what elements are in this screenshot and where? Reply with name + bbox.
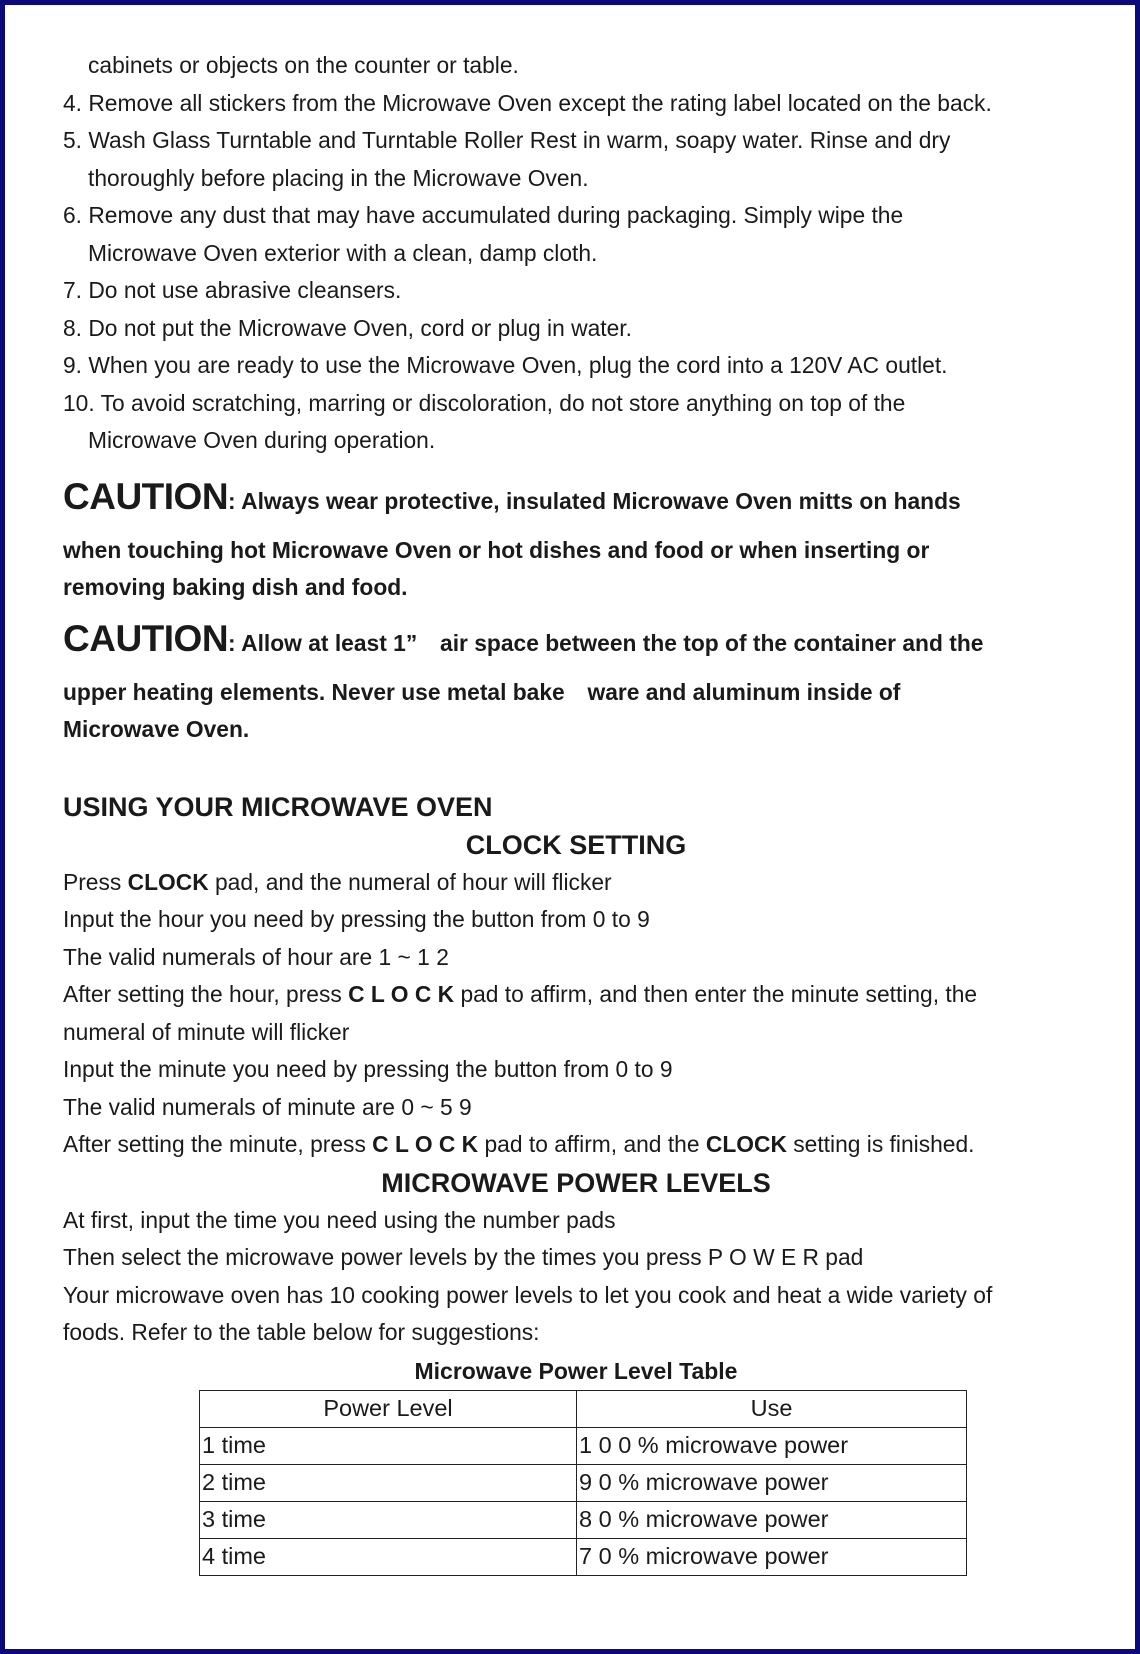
caution-line (63, 472, 1089, 526)
caution-text: : Allow at least 1” air space between the top of the container and the (228, 629, 984, 656)
caution-mitts (63, 472, 1089, 606)
intro-line: 10. To avoid scratching, marring or discoloration, do not store anything on top of the (63, 389, 906, 416)
intro-line: 6. Remove any dust that may have accumulated during packaging. Simply wipe the (63, 202, 904, 228)
clock-heading: CLOCK SETTING (465, 829, 687, 860)
power-line: Your microwave oven has 10 cooking power levels to let you cook and heat a wide variety of (63, 1281, 993, 1308)
clock-line: Input the hour you need by pressing the button from 0 to 9 (63, 906, 650, 932)
caution-text: when touching hot Microwave Oven or hot dishes and food or when inserting or (63, 536, 930, 563)
caution-text: Microwave Oven. (63, 715, 250, 742)
column-header: Power Level (200, 1390, 577, 1427)
intro-line: Microwave Oven exterior with a clean, damp cloth. (88, 239, 598, 266)
table-cell: 2 time (200, 1464, 577, 1501)
clock-line: The valid numerals of hour are 1 ~ 1 2 (63, 943, 449, 970)
text: After setting the minute, press (63, 1131, 373, 1157)
section-heading: USING YOUR MICROWAVE OVEN (63, 791, 493, 822)
intro-line: 5. Wash Glass Turntable and Turntable Roller Rest in warm, soapy water. Rinse and dry (63, 127, 951, 153)
table-cell: 8 0 % microwave power (577, 1501, 967, 1538)
intro-line: thoroughly before placing in the Microwave Oven. (88, 164, 589, 191)
intro-line: cabinets or objects on the counter or table. (88, 52, 519, 78)
power-level-table (199, 1390, 967, 1576)
clock-line: Input the minute you need by pressing the button from 0 to 9 (63, 1056, 673, 1082)
table-cell: 9 0 % microwave power (577, 1464, 967, 1501)
table-row (200, 1427, 967, 1464)
text: pad to affirm, and then enter the minute setting, the (454, 981, 978, 1007)
table-row (200, 1501, 967, 1538)
text: Press (63, 868, 128, 895)
clock-line: numeral of minute will flicker (63, 1018, 350, 1045)
power-line: At first, input the time you need using the number pads (63, 1206, 616, 1233)
text: pad, and the numeral of hour will flicker (208, 868, 612, 895)
caution-line (63, 614, 1089, 668)
bold-text: C L O C K (372, 1131, 479, 1157)
table-cell: 1 time (200, 1427, 577, 1464)
caution-text: : Always wear protective, insulated Microwave Oven mitts on hands (228, 487, 961, 514)
table-cell: 1 0 0 % microwave power (577, 1427, 967, 1464)
table-row (200, 1464, 967, 1501)
intro-line: 8. Do not put the Microwave Oven, cord or plug in water. (63, 314, 632, 341)
text: setting is finished. (786, 1131, 975, 1157)
bold-text: CLOCK (127, 868, 209, 895)
power-instructions (63, 1202, 1089, 1352)
intro-line: 7. Do not use abrasive cleansers. (63, 277, 402, 303)
table-header-row (200, 1390, 967, 1427)
table-cell: 4 time (200, 1538, 577, 1575)
table-cell: 7 0 % microwave power (577, 1538, 967, 1575)
intro-list (63, 47, 1089, 460)
table-row (200, 1538, 967, 1575)
text: pad to affirm, and the (478, 1131, 706, 1157)
caution-air-space (63, 614, 1089, 748)
text: After setting the hour, press (63, 981, 349, 1007)
clock-line (63, 976, 1089, 1014)
bold-text: CLOCK (705, 1131, 787, 1157)
power-heading: MICROWAVE POWER LEVELS (381, 1167, 771, 1198)
caution-text: removing baking dish and food. (63, 573, 408, 600)
column-header: Use (577, 1390, 967, 1427)
intro-line: 4. Remove all stickers from the Microwave Oven except the rating label located on the back. (63, 89, 992, 116)
clock-line (63, 864, 1089, 902)
power-line: foods. Refer to the table below for suggestions: (63, 1319, 540, 1345)
table-cell: 3 time (200, 1501, 577, 1538)
caution-label: CAUTION (63, 475, 229, 517)
table-title: Microwave Power Level Table (414, 1357, 738, 1384)
page-content (63, 47, 1089, 1576)
bold-text: C L O C K (348, 981, 455, 1007)
clock-line (63, 1126, 1089, 1164)
intro-line: 9. When you are ready to use the Microwave Oven, plug the cord into a 120V AC outlet. (63, 352, 948, 378)
clock-instructions (63, 864, 1089, 1164)
intro-line: Microwave Oven during operation. (88, 427, 436, 453)
caution-label: CAUTION (63, 617, 229, 659)
caution-text: upper heating elements. Never use metal bake ware and aluminum inside of (63, 678, 901, 705)
power-line: Then select the microwave power levels by the times you press P O W E R pad (63, 1244, 864, 1270)
clock-line: The valid numerals of minute are 0 ~ 5 9 (63, 1093, 472, 1120)
